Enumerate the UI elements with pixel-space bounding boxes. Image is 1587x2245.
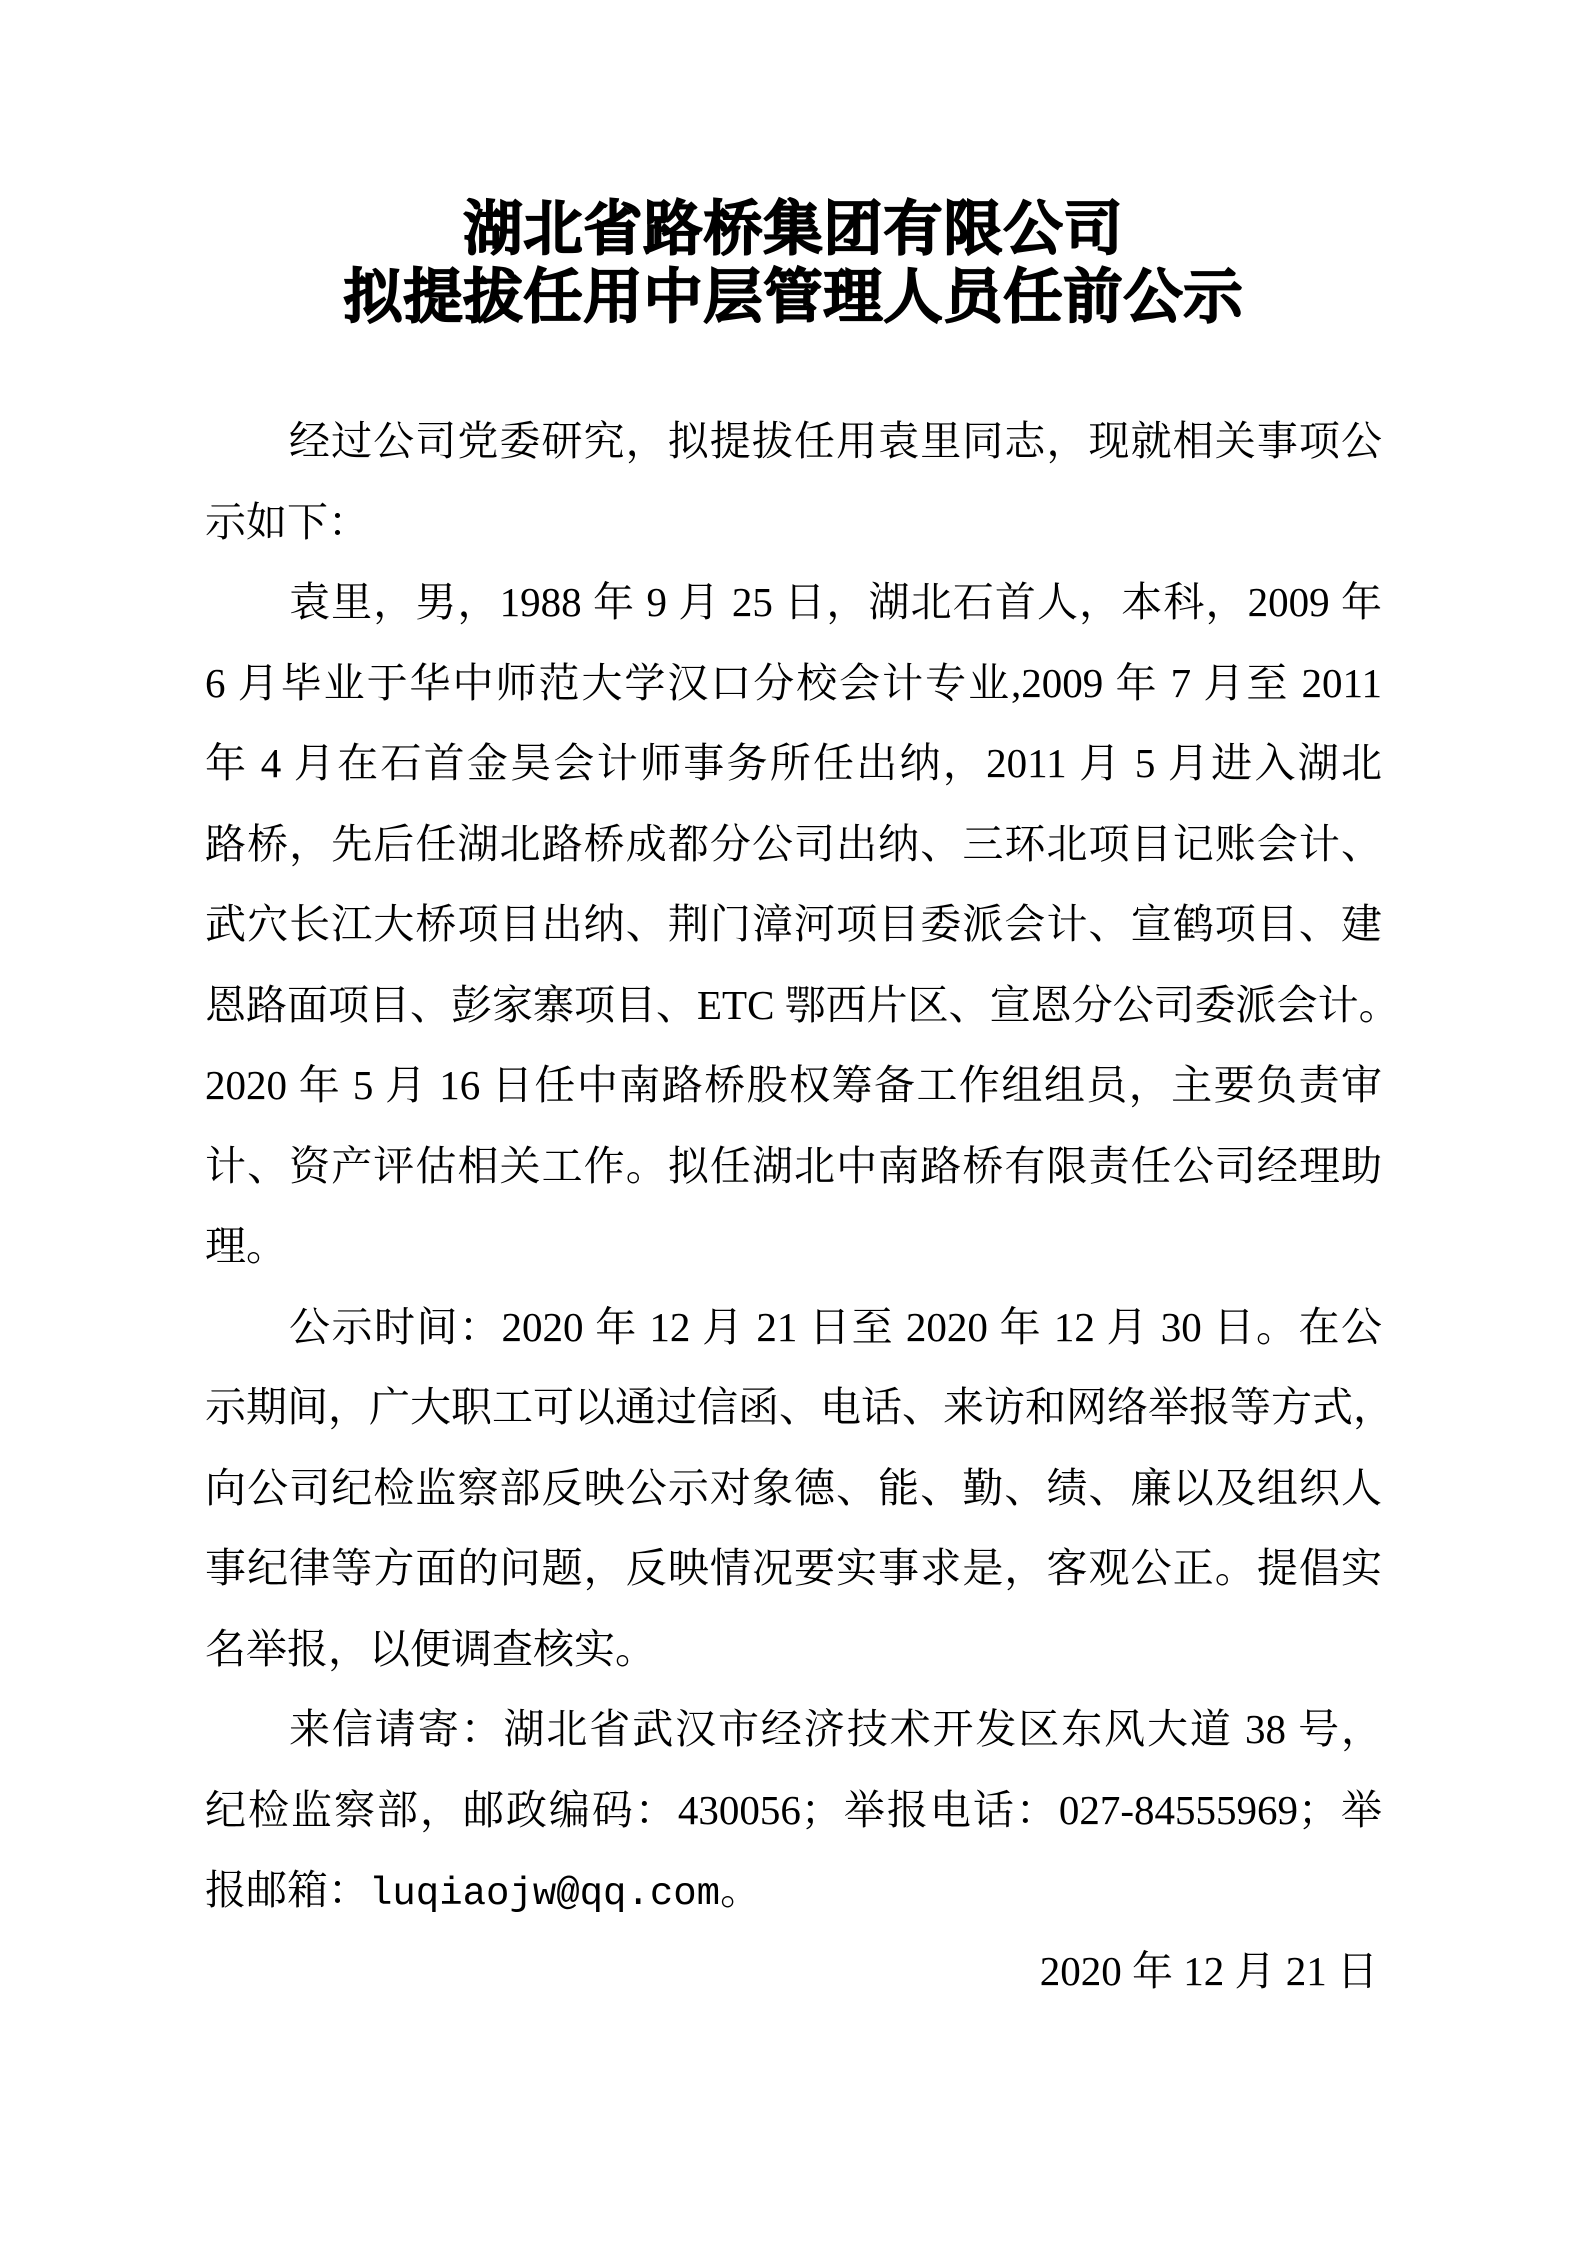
email-line-suffix: 。 bbox=[720, 1867, 762, 1913]
paragraph-3-line-3: 向公司纪检监察部反映公示对象德、能、勤、绩、廉以及组织人 bbox=[205, 1464, 1382, 1511]
paragraph-4-line-1: 来信请寄：湖北省武汉市经济技术开发区东风大道 38 号， bbox=[289, 1706, 1382, 1752]
paragraph-4-line-3 bbox=[205, 1850, 1382, 1931]
paragraph-3-line-5: 名举报，以便调查核实。 bbox=[205, 1625, 656, 1672]
title-line-2: 拟提拔任用中层管理人员任前公示 bbox=[343, 264, 1244, 330]
paragraph-4-line-2: 纪检监察部，邮政编码：430056；举报电话：027-84555969；举 bbox=[205, 1786, 1382, 1833]
paragraph-2-line-9: 理。 bbox=[205, 1223, 287, 1269]
paragraph-3-line-1: 公示时间：2020 年 12 月 21 日至 2020 年 12 月 30 日。在公 bbox=[289, 1303, 1382, 1350]
paragraph-2-line-8: 计、资产评估相关工作。拟任湖北中南路桥有限责任公司经理助 bbox=[205, 1142, 1382, 1189]
paragraph-1-line-2: 示如下： bbox=[205, 498, 369, 545]
paragraph-2-line-7: 2020 年 5 月 16 日任中南路桥股权筹备工作组组员，主要负责审 bbox=[205, 1062, 1382, 1108]
document-date: 2020 年 12 月 21 日 bbox=[1039, 1947, 1378, 1994]
email-line-prefix: 报邮箱： bbox=[205, 1867, 369, 1913]
paragraph-2-line-1: 袁里，男，1988 年 9 月 25 日，湖北石首人，本科，2009 年 bbox=[289, 579, 1382, 625]
paragraph-2-line-2: 6 月毕业于华中师范大学汉口分校会计专业,2009 年 7 月至 2011 bbox=[205, 659, 1382, 706]
paragraph-3-line-4: 事纪律等方面的问题，反映情况要实事求是，客观公正。提倡实 bbox=[205, 1545, 1382, 1591]
document-body bbox=[205, 401, 1400, 2011]
paragraph-2-line-5: 武穴长江大桥项目出纳、荆门漳河项目委派会计、宣鹤项目、建 bbox=[205, 901, 1382, 947]
document-title bbox=[0, 195, 1587, 331]
paragraph-2-line-6: 恩路面项目、彭家寨项目、ETC 鄂西片区、宣恩分公司委派会计。 bbox=[205, 981, 1400, 1028]
paragraph-1-line-1: 经过公司党委研究，拟提拔任用袁里同志，现就相关事项公 bbox=[289, 418, 1382, 464]
paragraph-2-line-4: 路桥，先后任湖北路桥成都分公司出纳、三环北项目记账会计、 bbox=[205, 820, 1382, 867]
paragraph-3-line-2: 示期间，广大职工可以通过信函、电话、来访和网络举报等方式， bbox=[205, 1384, 1394, 1430]
paragraph-2-line-3: 年 4 月在石首金昊会计师事务所任出纳，2011 月 5 月进入湖北 bbox=[205, 740, 1382, 786]
report-email-address: luqiaojw@qq.com bbox=[369, 1872, 721, 1916]
title-line-1: 湖北省路桥集团有限公司 bbox=[463, 196, 1124, 262]
